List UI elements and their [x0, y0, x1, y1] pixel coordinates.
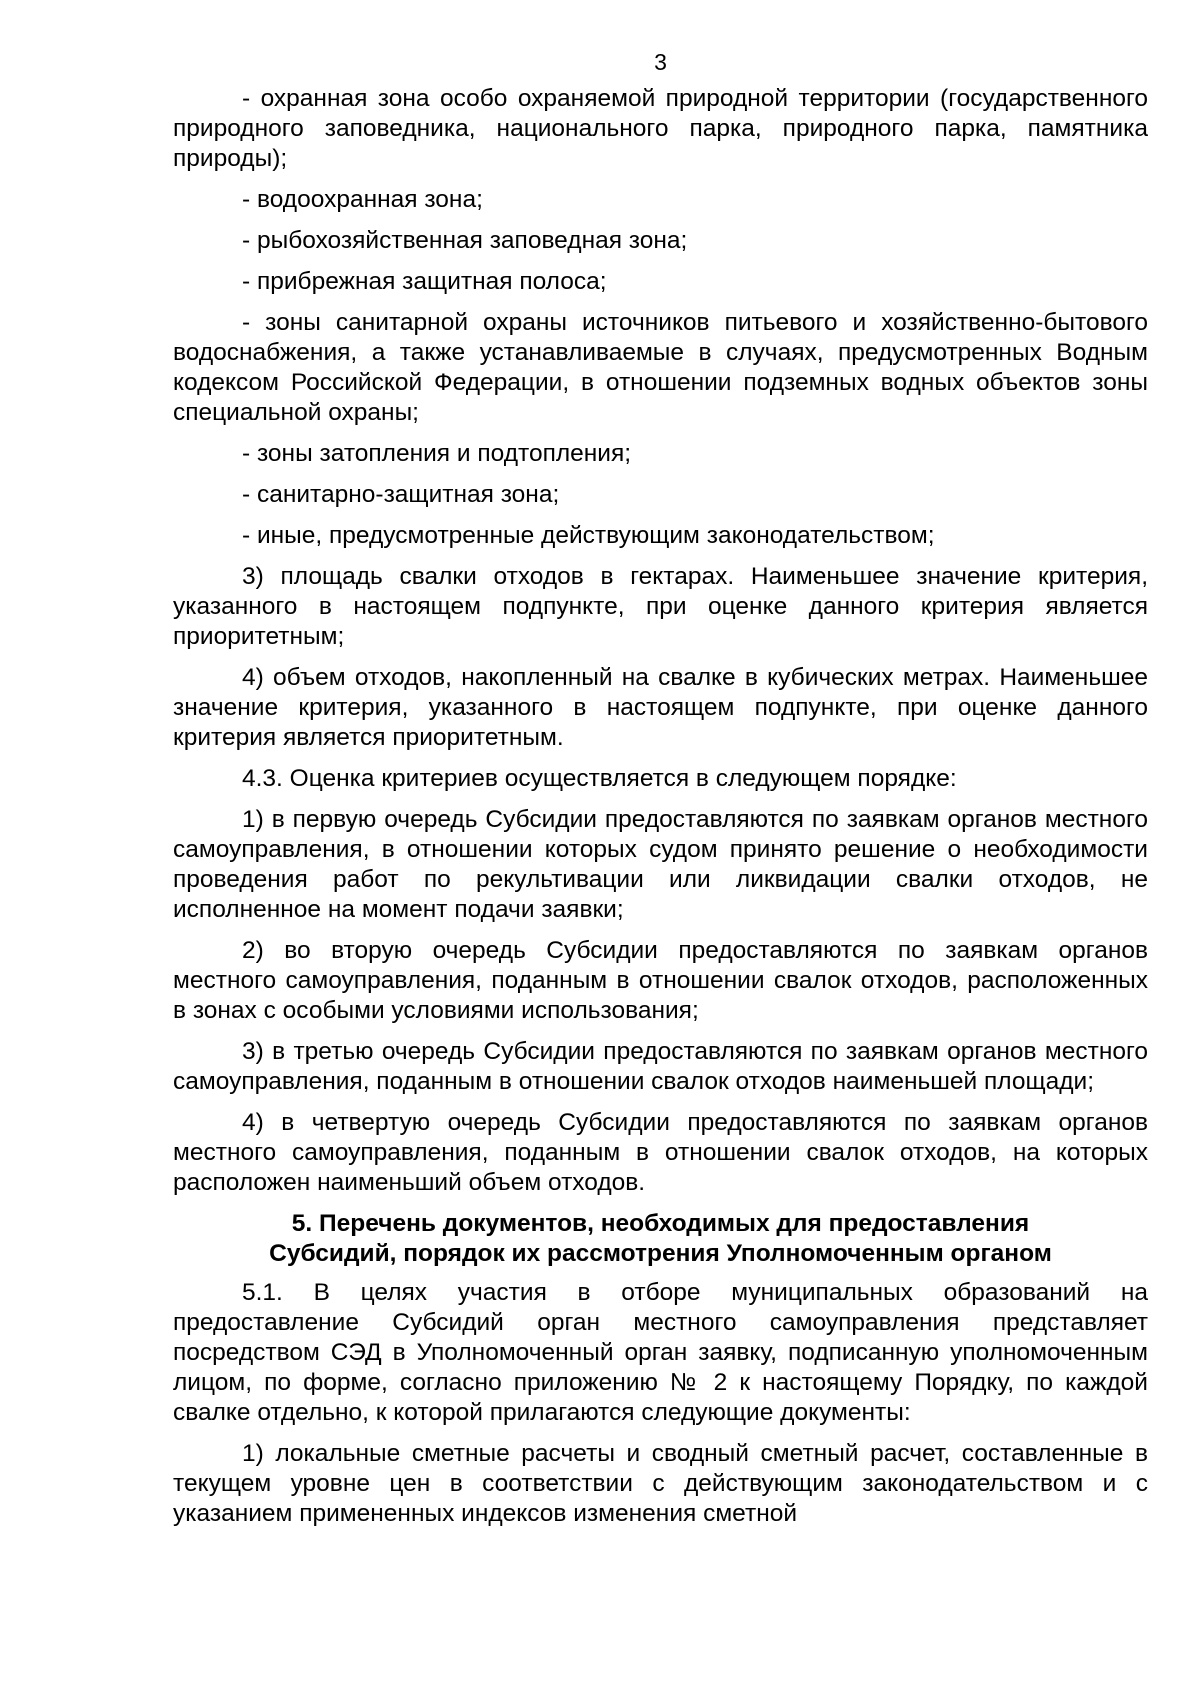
paragraph-coastal-strip: - прибрежная защитная полоса;: [242, 268, 607, 295]
paragraph-criterion-volume: 4) объем отходов, накопленный на свалке в кубических метрах. Наименьшее значение критерия, указанного в настоящем подпункте, при оценке данного критерия является приоритетным.: [173, 664, 1148, 751]
paragraph-priority-2: 2) во вторую очередь Субсидии предоставляются по заявкам органов местного самоуправления, поданным в отношении свалок отходов, расположенных в зонах с особыми условиями использования;: [173, 937, 1148, 1024]
paragraph-sanitary-zone: - санитарно-защитная зона;: [242, 481, 560, 508]
paragraph-water-protection-zone: - водоохранная зона;: [242, 186, 483, 213]
paragraph-priority-3: 3) в третью очередь Субсидии предоставляются по заявкам органов местного самоуправления, поданным в отношении свалок отходов наименьшей площади;: [173, 1038, 1148, 1095]
paragraph-other-zones: - иные, предусмотренные действующим законодательством;: [242, 522, 935, 549]
paragraph-protected-area-zone: - охранная зона особо охраняемой природной территории (государственного природного заповедника, национального парка, природного парка, памятника природы);: [173, 85, 1148, 172]
section-heading-line-2: Субсидий, порядок их рассмотрения Уполномоченным органом: [269, 1240, 1052, 1267]
paragraph-priority-1: 1) в первую очередь Субсидии предоставляются по заявкам органов местного самоуправления, в отношении которых судом принято решение о необходимости проведения работ по рекультивации или ликвидации свалки отходов, не исполненное на момент подачи заявки;: [173, 806, 1148, 923]
section-heading-5: [173, 1209, 1148, 1269]
paragraph-priority-4: 4) в четвертую очередь Субсидии предоставляются по заявкам органов местного самоуправления, поданным в отношении свалок отходов, на которых расположен наименьший объем отходов.: [173, 1109, 1148, 1196]
paragraph-4-3: 4.3. Оценка критериев осуществляется в следующем порядке:: [242, 765, 957, 792]
section-heading-line-1: 5. Перечень документов, необходимых для предоставления: [291, 1210, 1030, 1237]
paragraph-criterion-area: 3) площадь свалки отходов в гектарах. Наименьшее значение критерия, указанного в настоящем подпункте, при оценке данного критерия является приоритетным;: [173, 563, 1148, 650]
page-number: 3: [654, 49, 667, 75]
paragraph-5-1: 5.1. В целях участия в отборе муниципальных образований на предоставление Субсидий орган местного самоуправления представляет посредством СЭД в Уполномоченный орган заявку, подписанную уполномоченным лицом, по форме, согласно приложению № 2 к настоящему Порядку, по каждой свалке отдельно, к которой прилагаются следующие документы:: [173, 1279, 1148, 1426]
paragraph-sanitary-protection-zones: - зоны санитарной охраны источников питьевого и хозяйственно-бытового водоснабжения, а также устанавливаемые в случаях, предусмотренных Водным кодексом Российской Федерации, в отношении подземных водных объектов зоны специальной охраны;: [173, 309, 1148, 426]
paragraph-fishery-zone: - рыбохозяйственная заповедная зона;: [242, 227, 688, 254]
paragraph-documents-1: 1) локальные сметные расчеты и сводный сметный расчет, составленные в текущем уровне цен в соответствии с действующим законодательством и с указанием примененных индексов изменения сметной: [173, 1440, 1148, 1527]
paragraph-flood-zones: - зоны затопления и подтопления;: [242, 440, 632, 467]
document-page: [173, 50, 1148, 1529]
